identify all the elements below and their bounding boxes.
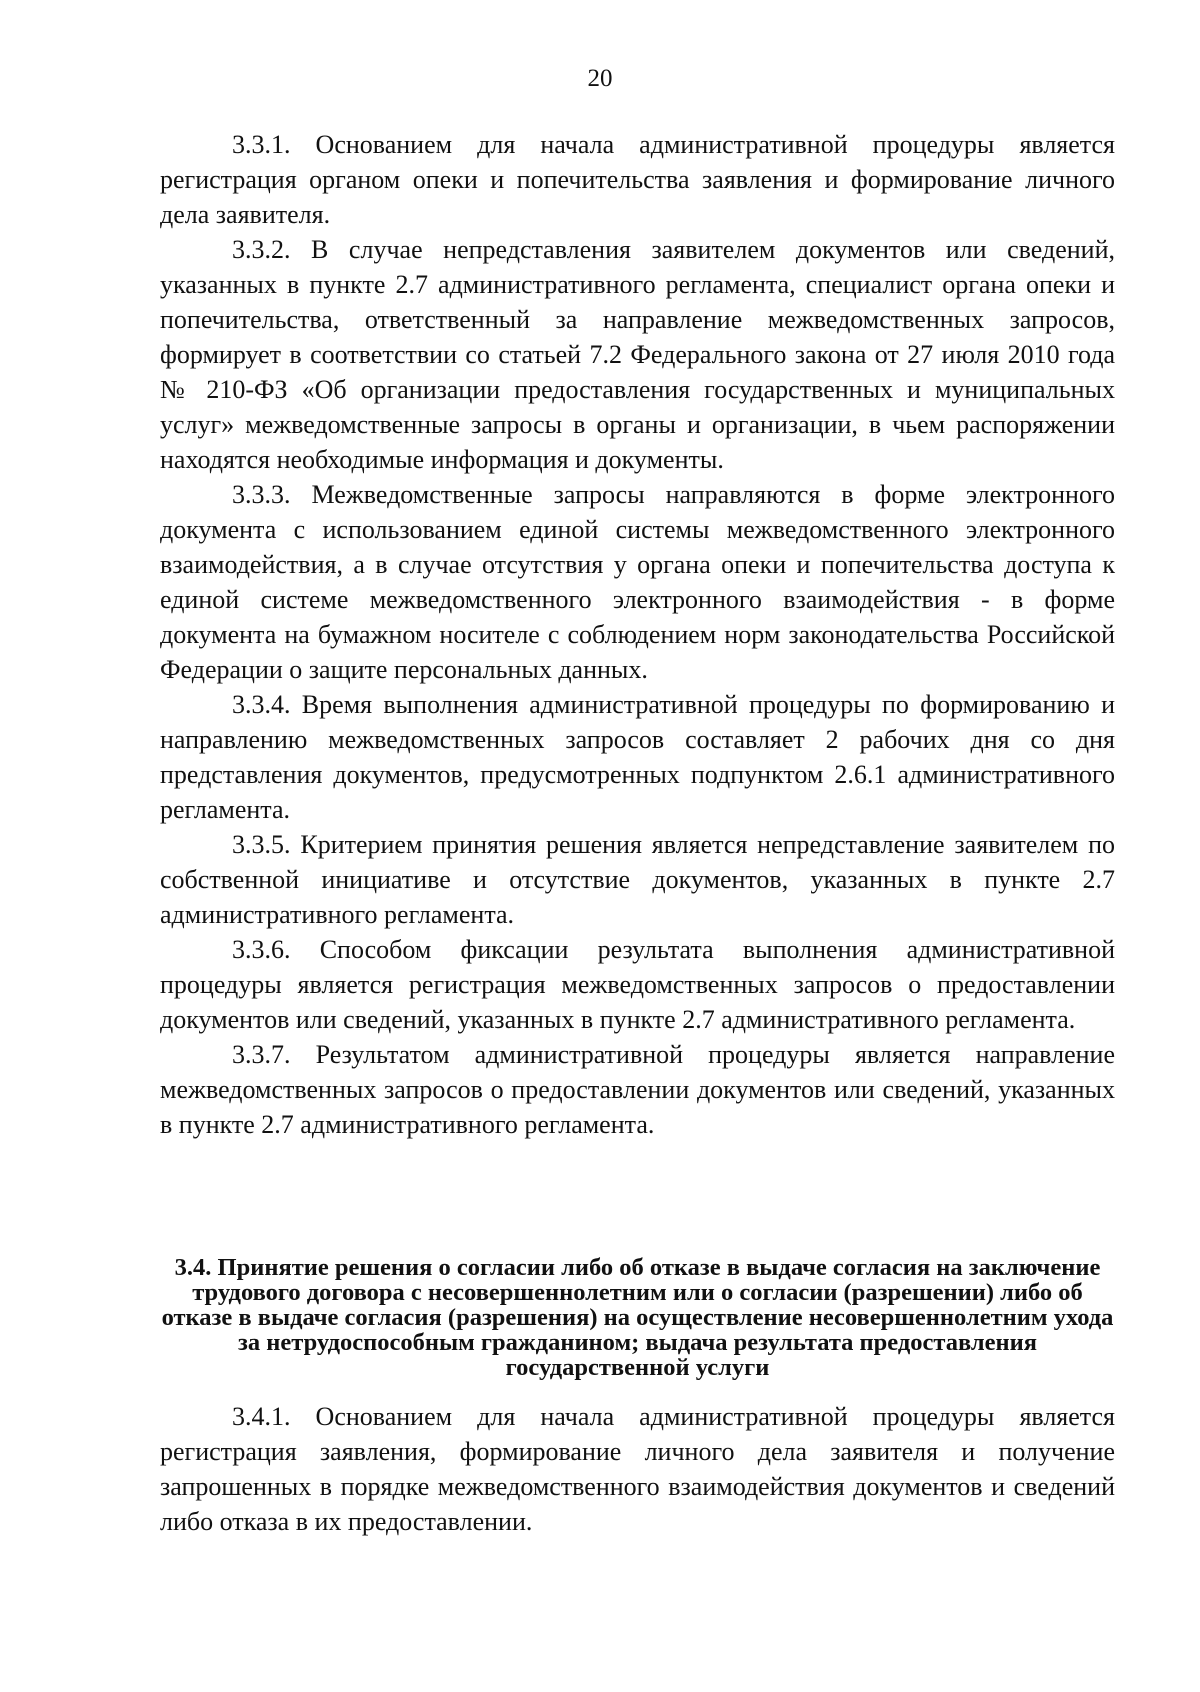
paragraph-3-3-6: 3.3.6. Способом фиксации результата выполнения административной процедуры является регистрация межведомственных запросов о предоставлении документов или сведений, указанных в пункте 2.7 административного регламента.	[160, 935, 1115, 1034]
paragraph-3-3-4: 3.3.4. Время выполнения административной процедуры по формированию и направлению межведомственных запросов составляет 2 рабочих дня со дня представления документов, предусмотренных подпунктом 2.6.1 административного регламента.	[160, 690, 1115, 824]
paragraph-3-3-3: 3.3.3. Межведомственные запросы направляются в форме электронного документа с использованием единой системы межведомственного электронного взаимодействия, а в случае отсутствия у органа опеки и попечительства доступа к единой системе межведомственного электронного взаимодействия - в форме документа на бумажном носителе с соблюдением норм законодательства Российской Федерации о защите персональных данных.	[160, 480, 1115, 684]
paragraph-3-3-2: 3.3.2. В случае непредставления заявителем документов или сведений, указанных в пункте 2.7 административного регламента, специалист органа опеки и попечительства, ответственный за направление межведомственных запросов, формирует в соответствии со статьей 7.2 Федерального закона от 27 июля 2010 года № 210-ФЗ «Об организации предоставления государственных и муниципальных услуг» межведомственные запросы в органы и организации, в чьем распоряжении находятся необходимые информация и документы.	[160, 235, 1115, 474]
paragraph-3-3-1: 3.3.1. Основанием для начала административной процедуры является регистрация органом опеки и попечительства заявления и формирование личного дела заявителя.	[160, 130, 1115, 229]
section-3-3-body	[160, 127, 1115, 1142]
paragraph-3-3-7: 3.3.7. Результатом административной процедуры является направление межведомственных запросов о предоставлении документов или сведений, указанных в пункте 2.7 административного регламента.	[160, 1040, 1115, 1139]
section-3-4-body	[160, 1399, 1115, 1539]
page-number: 20	[587, 65, 613, 92]
paragraph-3-3-5: 3.3.5. Критерием принятия решения является непредставление заявителем по собственной инициативе и отсутствие документов, указанных в пункте 2.7 административного регламента.	[160, 830, 1115, 929]
paragraph-3-4-1: 3.4.1. Основанием для начала административной процедуры является регистрация заявления, формирование личного дела заявителя и получение запрошенных в порядке межведомственного взаимодействия документов и сведений либо отказа в их предоставлении.	[160, 1402, 1115, 1536]
section-3-4-heading: 3.4. Принятие решения о согласии либо об отказе в выдаче согласия на заключение трудового договора с несовершеннолетним или о согласии (разрешении) либо об отказе в выдаче согласия (разрешения) на осуществление несовершеннолетним ухода за нетрудоспособным гражданином; выдача результата предоставления государственной услуги	[161, 1254, 1114, 1381]
